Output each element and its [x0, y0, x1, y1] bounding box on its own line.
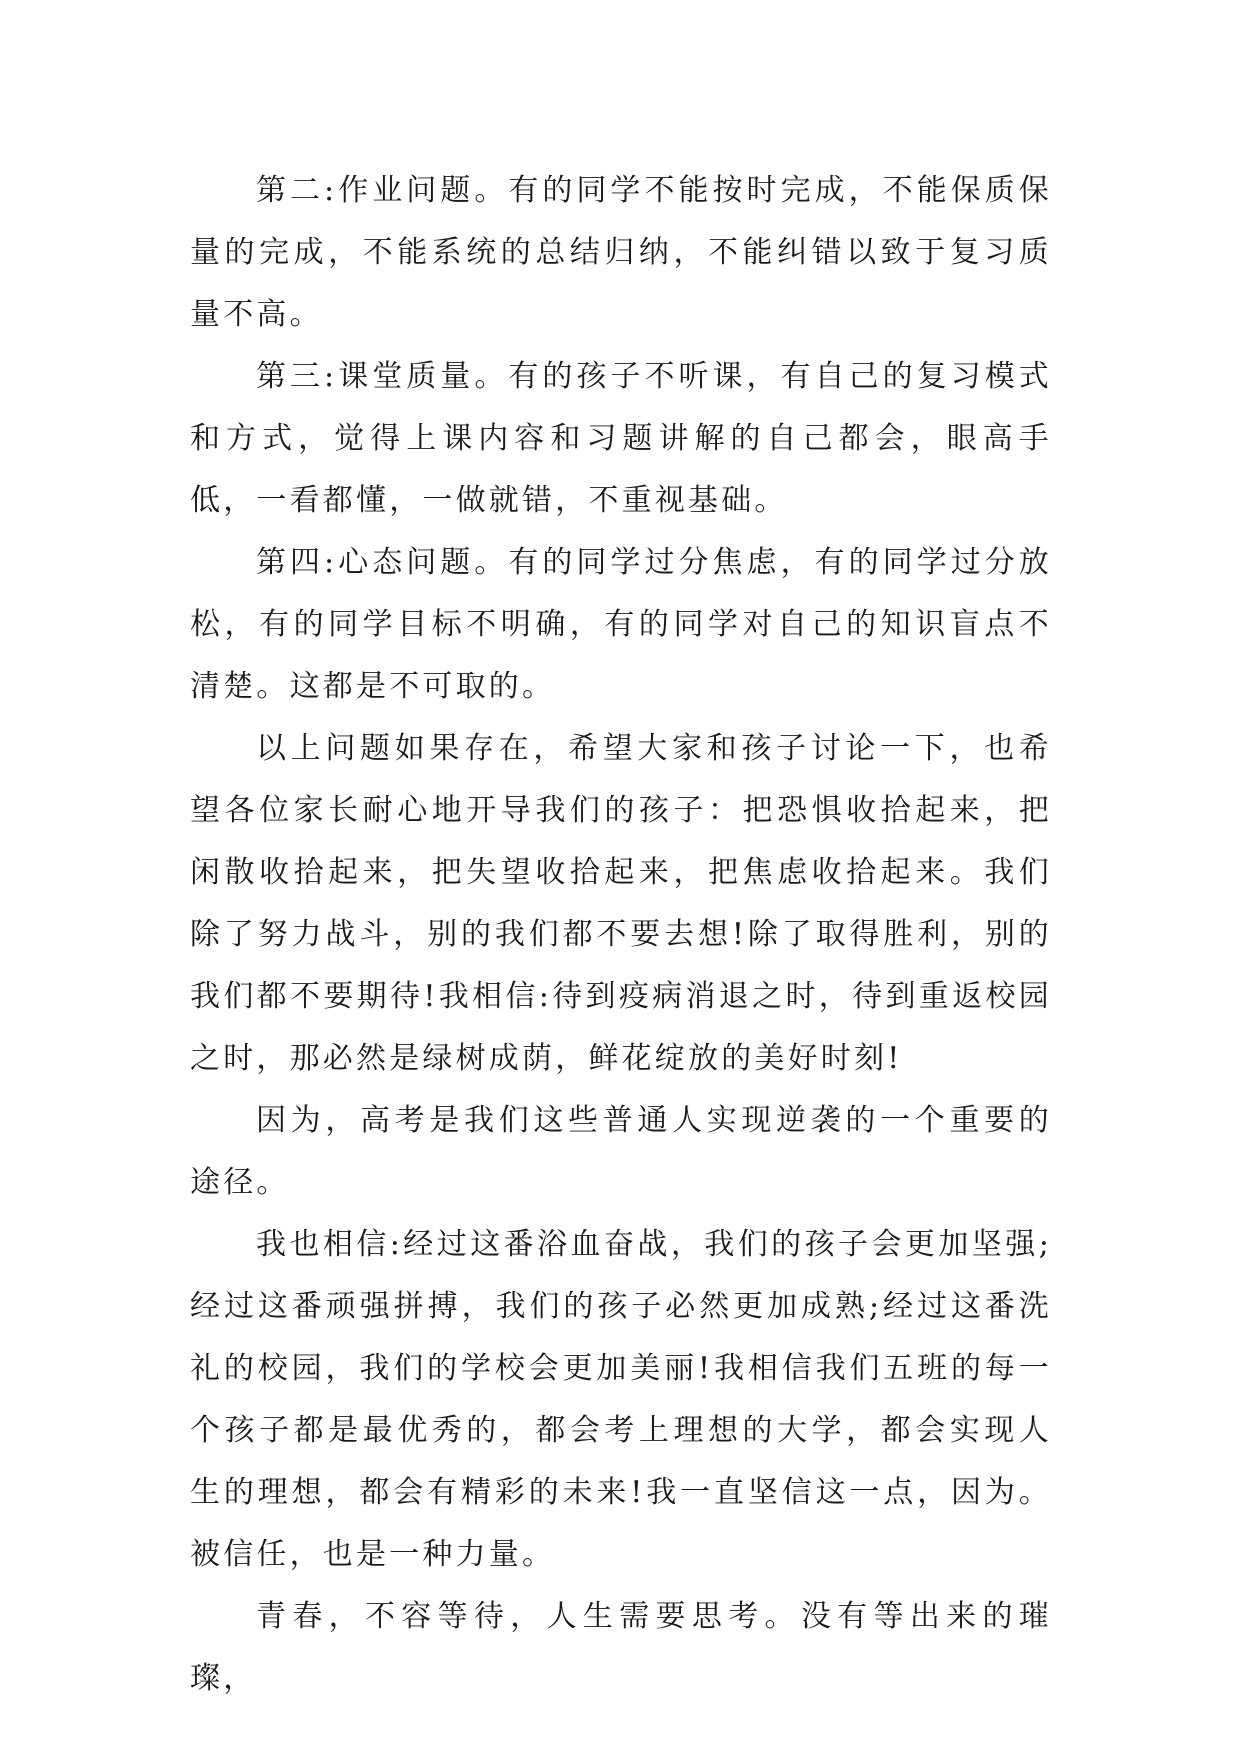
paragraph-homework: 第二:作业问题。有的同学不能按时完成，不能保质保量的完成，不能系统的总结归纳，不能纠错以致于复习质量不高。	[190, 173, 1052, 332]
paragraph-classroom: 第三:课堂质量。有的孩子不听课，有自己的复习模式和方式，觉得上课内容和习题讲解的自己都会，眼高手低，一看都懂，一做就错，不重视基础。	[190, 359, 1052, 518]
paragraph-belief: 我也相信:经过这番浴血奋战，我们的孩子会更加坚强;经过这番顽强拼搏，我们的孩子必然更加成熟;经过这番洗礼的校园，我们的学校会更加美丽!我相信我们五班的每一个孩子都是最优秀的，都会考上理想的大学，都会实现人生的理想，都会有精彩的未来!我一直坚信这一点，因为。被信任，也是一种力量。	[190, 1227, 1052, 1572]
document-body	[190, 160, 1052, 1710]
paragraph-youth: 青春，不容等待，人生需要思考。没有等出来的璀璨，	[190, 1599, 1052, 1696]
paragraph-mindset: 第四:心态问题。有的同学过分焦虑，有的同学过分放松，有的同学目标不明确，有的同学对自己的知识盲点不清楚。这都是不可取的。	[190, 545, 1052, 704]
paragraph-parents: 以上问题如果存在，希望大家和孩子讨论一下，也希望各位家长耐心地开导我们的孩子：把恐惧收拾起来，把闲散收拾起来，把失望收拾起来，把焦虑收拾起来。我们除了努力战斗，别的我们都不要去想!除了取得胜利，别的我们都不要期待!我相信:待到疫病消退之时，待到重返校园之时，那必然是绿树成荫，鲜花绽放的美好时刻!	[190, 731, 1052, 1076]
paragraph-gaokao: 因为，高考是我们这些普通人实现逆袭的一个重要的途径。	[190, 1103, 1052, 1200]
